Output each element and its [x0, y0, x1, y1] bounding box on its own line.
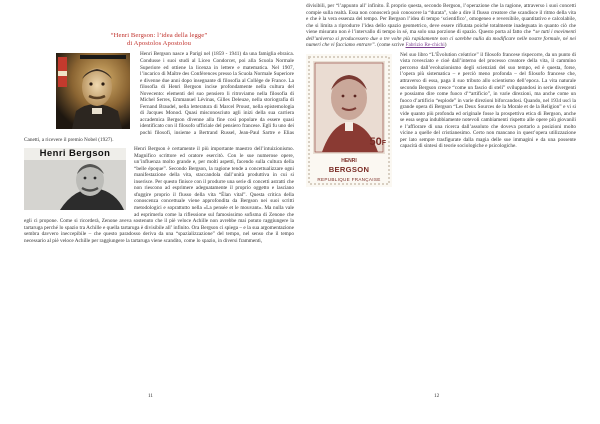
continuation-paragraph — [306, 3, 576, 49]
page-number-right: 12 — [434, 393, 440, 400]
stamp-value-currency: F — [381, 139, 386, 147]
quote-text: “se tutti i movimenti dell’universo si producessero due o tre volte più rapidamente non ci sarebbe nulla da modificare nelle nostre formule, né nei numeri che vi facciamo entrare”. — [306, 29, 576, 49]
stamp-last-name: BERGSON — [328, 164, 370, 174]
page-number-left: 11 — [148, 393, 154, 400]
bergson-stamp-image — [306, 54, 392, 187]
bergson-portrait-illustration — [56, 53, 130, 129]
stamp-value-number: 50 — [369, 135, 382, 148]
right-page — [300, 0, 600, 424]
citation-prefix: (come scrive — [377, 42, 405, 49]
citation-link[interactable]: Fabrizio Re-chichi — [405, 42, 445, 49]
citation-suffix: ) — [444, 42, 447, 49]
intuitionism-paragraph: Henri Bergson è certamente il più importante maestro dell’intuizionismo. Magnifico scrittore ed oratore esercitò. Con le sue numerose opere, un’influenza molto grande e, per molti aspetti, facendo sulla cultura della “belle époque”. Secondo Bergson, la ragione tende a concettualizzare ogni manifestazione della vita, staccandola dall’unità produttiva in cui si inserisce. Per questo finisce con il produrre una serie di concetti astratti che non riescono ad esprimere adeguatamente il proprio oggetto e lasciano sfuggire proprio il flusso della vita “Élan vital”. Questa critica della conoscenza concettuale viene approfondita da Bergson nei suoi scritti metodologici e soprattutto nella «La pensée et le mouvant». Ma nulla vale ad esprimerla come la riflessione sul famosissimo sofisma di Zenone che egli ci propone. Come si ricorderà, Zenone aveva sostenuto che il piè veloce Achille non avrebbe mai potuto raggiungere la tartaruga perché lo spazio tra Achille e quella tartaruga è divisibile all’ infinito. Ora Bergson ci spiega – e la sua argomentazione sembra davvero ineccepibile – che questo paradosso deriva da una “spazializzazione” del tempo, nel senso che il tempo necessario al piè veloce Achille per raggiungere la tartaruga viene scandito, come lo spazio, in diversi frammenti, — [24, 146, 294, 244]
stamp-first-name: HENRI — [341, 157, 357, 164]
continuation-text: divisibili, per “l’appunto all’ infinito. È proprio questa, secondo Bergson, l’operazione che la ragione, attraverso i suoi concetti compie sulla realtà. Essa non conoscerà può conoscere la “durata”, vale a dire il flusso creatore che scandisce il ritmo della vita e che è la vera essenza del tempo. Per Bergson l’idea di tempo ‘scientifico’, omogeneo e reversibile, quantitativo e calcolabile, che si limita a riprodurre l’idea dello spazio geometrico, deve essere rifiutata poiché totalmente inadeguata in quanto ciò che viene misurato non è l’intervallo di tempo in sé, ma solo una porzione di spazio. Questo porta al fatto che — [306, 3, 576, 36]
image-caption: Henri Bergson — [24, 148, 126, 160]
bergson-portrait-image — [56, 53, 130, 129]
evolution-paragraph: Nel suo libro “L’Évolution créatrice” il filosofo francese rispecorre, da un punto di vista rovesciato e cioè dall’interno del processo creatore della vita, il cammino percorso dall’evoluzionismo degli scienziati del suo tempo, ed è questa, forse, l’opera più sistematica – e perciò meno profonda – del filosofo francese che, attraverso di essa, paga il suo tributo allo scientismo dell’epoca. La vita naturale secondo Bergson cresce “come un fascio di steli” sviluppandosi in serie divergenti e possiamo dire come fuoco d’“artificio”, in varie direzioni, ma anche come un fuoco d’artificio “esplode” in varie direzioni biforcandosi. Quando, nel 1934 uscì la grande opera di Bergson “Les Deux Sources de la Morale et de la Religion” e vi si vide quanto più profonda ed originale fosse la prospettiva etica di Bergson, anche se essa segna indubbiamente notevoli cambiamenti rispetto alle opere più giovanili e l’affiorare di una ricerca dall’assoluto che doveva portarlo a posizioni molto vicine a quelle del cristianesimo. Certo non mancano in quest’opera utilizzazione per lato sempre trasfigurate dalla magia delle sue immagini e da una possente capacità di sintesi di teorie sociologiche e psicologiche. — [400, 51, 576, 150]
title-line-author: di Apostolos Apostolou — [126, 40, 192, 48]
bergson-caption-image — [24, 148, 126, 210]
title-line-main: “Henri Bergson: l’idea della legge” — [110, 32, 208, 39]
stamp-value — [369, 132, 386, 150]
article-title — [24, 32, 294, 48]
intro-paragraph: Henri Bergson nasce a Parigi nel (1859 - 1941) da una famiglia ebraica. Condusse i suoi studi al Liceo Condorcet, poi alla Scuola Normale Superiore ed ottiene la licenza in lettere e matematica. Nel 1907, l’incarico di Maître des Conférences presso la Scuola Normale Superiore e divenne due anni dopo insegnante di filosofia al Collège de France. La filosofia di Henri Bergson incise profondamente nella cultura del Novecento: elementi del suo pensiero li ritroviamo nella filosofia di Michel Serres, Emmanuel Lévinas, Gilles Deleuze, nella storiografia di Fernand Braudel, nella letteratura di Marcel Proust, nella epistemologia di Jacques Monod. Quasi misconosciuto agli inizi della sua carriera accademica Bergson divenne alla fine così popolare da essere quasi identificato con il filosofo ufficiale del pensiero francese. Egli fu uno dei pochi filosofi, insieme a Bertrand Russel, Jean-Paul Sartre e Elias Canetti, a ricevere il premio Nobel (1927). — [24, 51, 294, 143]
stamp-country: REPUBLIQUE FRANÇAISE — [317, 176, 381, 182]
